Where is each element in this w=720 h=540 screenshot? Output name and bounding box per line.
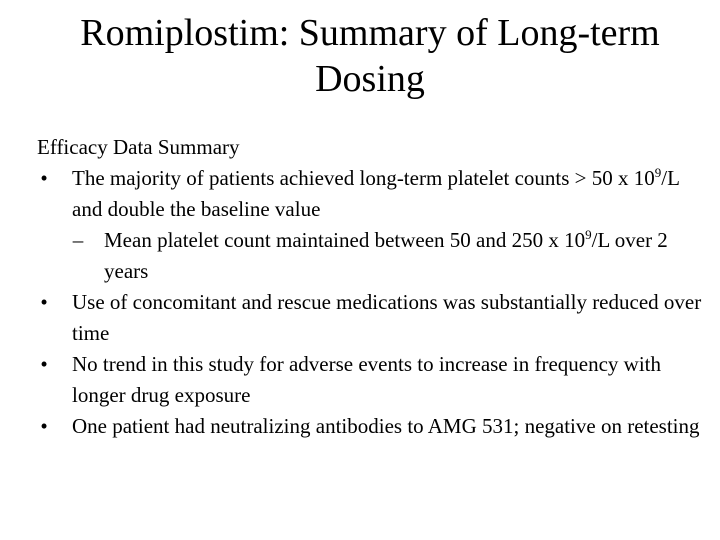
bullet-text-1b: /L and double the baseline value	[72, 166, 680, 221]
sub-bullet-text-1a: Mean platelet count maintained between 50 and 250 x 10	[104, 228, 586, 252]
bullet-text-3: No trend in this study for adverse events to increase in frequency with longer drug exposure	[72, 352, 661, 407]
slide-title	[0, 10, 720, 102]
sub-bullet-text-1b: /L over 2 years	[104, 228, 668, 283]
slide-body	[37, 132, 707, 442]
bullet-icon: •	[40, 352, 48, 376]
slide-title-line-1: Romiplostim: Summary of Long-term	[80, 12, 660, 54]
bullet-superscript-1: 9	[654, 165, 662, 180]
slide-title-line-2: Dosing	[315, 58, 425, 100]
section-heading: Efficacy Data Summary	[37, 135, 240, 159]
bullet-list	[37, 163, 707, 442]
sub-bullet-superscript-1: 9	[585, 227, 592, 242]
bullet-item-1	[37, 163, 707, 287]
bullet-text-2: Use of concomitant and rescue medications was substantially reduced over time	[72, 290, 702, 345]
sub-bullet-list	[72, 225, 707, 287]
dash-icon: –	[72, 228, 84, 252]
bullet-icon: •	[40, 290, 48, 314]
bullet-item-3	[37, 349, 707, 411]
sub-bullet-item-1	[37, 225, 707, 287]
bullet-item-2	[37, 287, 707, 349]
bullet-text-1a: The majority of patients achieved long-term platelet counts > 50 x 10	[72, 166, 655, 190]
bullet-text-4: One patient had neutralizing antibodies to AMG 531; negative on retesting	[72, 414, 700, 438]
bullet-item-4	[37, 411, 707, 442]
bullet-icon: •	[40, 166, 48, 190]
bullet-icon: •	[40, 414, 48, 438]
